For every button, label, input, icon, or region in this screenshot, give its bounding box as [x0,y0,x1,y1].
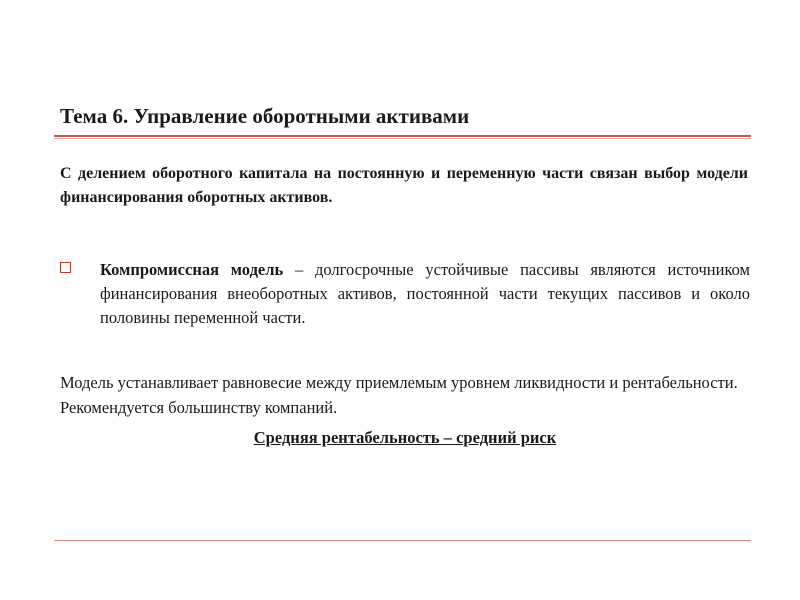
bottom-divider [54,540,751,541]
slide-title: Тема 6. Управление оборотными активами [60,104,470,128]
bullet-definition: – долгосрочные устойчивые пассивы являются источником финансирования внеоборотных активов, постоянной части текущих пассивов и около половины переменной части. [100,260,750,327]
bullet-text [100,258,750,330]
bullet-term: Компромиссная модель [100,260,284,279]
title-divider-thin [54,138,751,139]
conclusion-text: Средняя рентабельность – средний риск [253,428,557,447]
square-bullet-icon [60,262,71,273]
bullet-item [60,258,750,330]
intro-paragraph: С делением оборотного капитала на постоянную и переменную части связан выбор модели финансирования оборотных активов. [60,165,748,206]
title-divider [54,135,751,137]
body-paragraph: Модель устанавливает равновесие между приемлемым уровнем ликвидности и рентабельности. Рекомендуется большинству компаний. [60,373,738,417]
